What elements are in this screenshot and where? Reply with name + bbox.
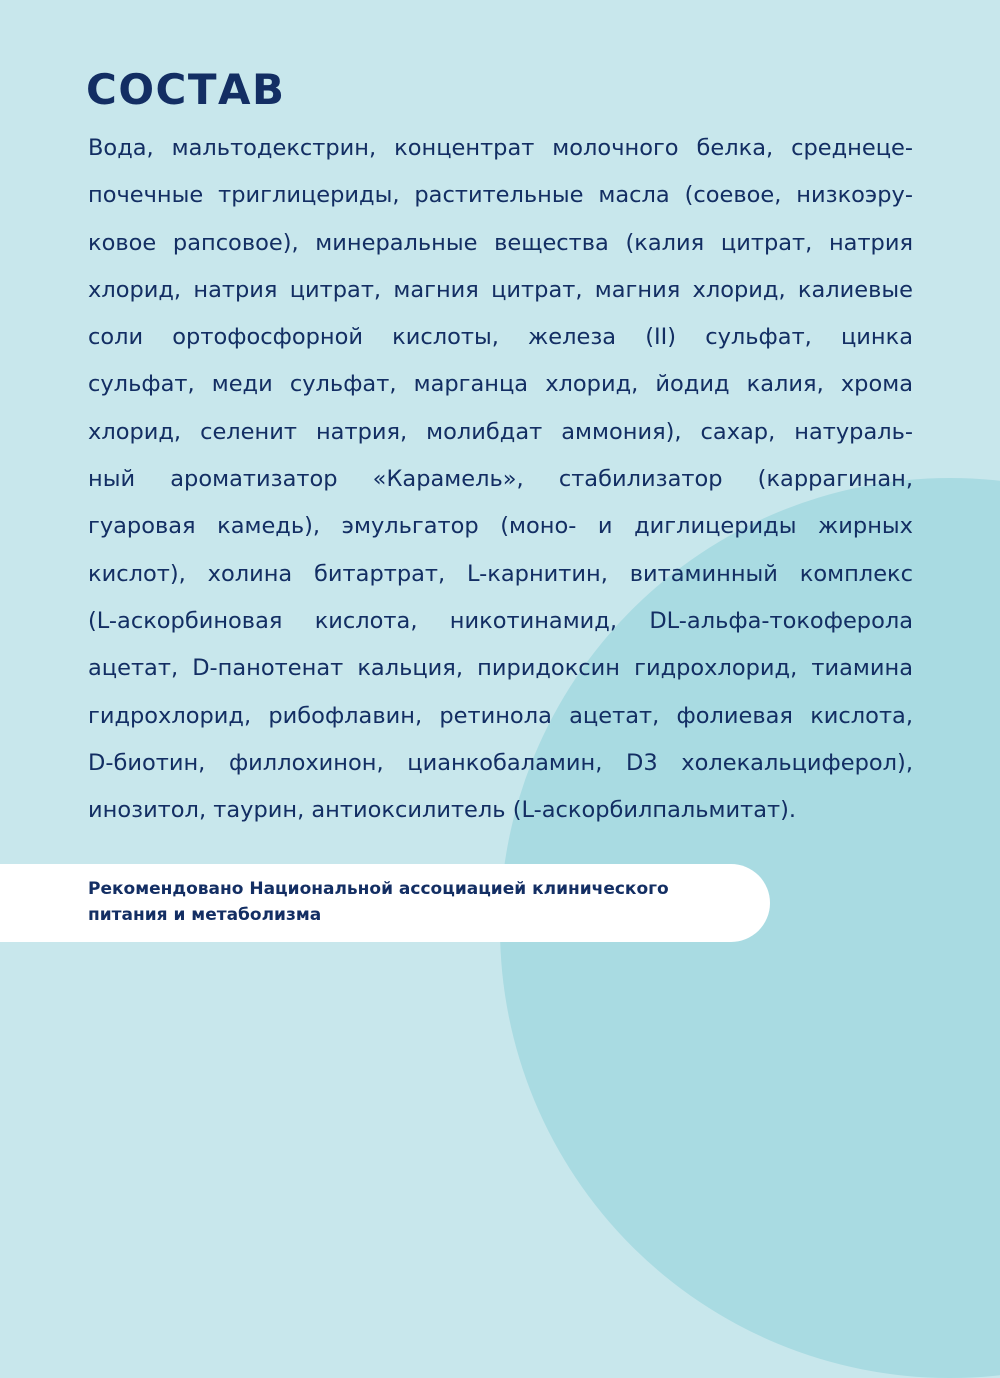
composition-line: Вода, мальтодекстрин, концентрат молочного белка, среднеце-: [88, 135, 913, 161]
composition-line: ный ароматизатор «Карамель», стабилизатор (каррагинан,: [88, 466, 913, 493]
composition-line: ацетат, D-панотенат кальция, пиридоксин гидрохлорид, тиамина: [88, 655, 913, 682]
composition-line: D-биотин, филлохинон, цианкобаламин, D3 холекальциферол),: [88, 749, 913, 776]
composition-text: [88, 125, 913, 834]
composition-line: почечные триглицериды, растительные масла (соевое, низкоэру-: [88, 182, 913, 209]
composition-line: гуаровая камедь), эмульгатор (моно- и диглицериды жирных: [88, 513, 913, 540]
recommendation-text: [88, 876, 768, 928]
recommendation-line-1: Рекомендовано Национальной ассоциацией клинического: [88, 879, 669, 899]
page-title: СОСТАВ: [86, 65, 286, 114]
composition-line: хлорид, натрия цитрат, магния цитрат, магния хлорид, калиевые: [88, 276, 913, 303]
composition-line: соли ортофосфорной кислоты, железа (II) сульфат, цинка: [88, 324, 913, 351]
composition-line: сульфат, меди сульфат, марганца хлорид, йодид калия, хрома: [88, 371, 913, 398]
composition-line: кислот), холина битартрат, L-карнитин, витаминный комплекс: [88, 560, 913, 587]
composition-line: (L-аскорбиновая кислота, никотинамид, DL-альфа-токоферола: [88, 607, 913, 634]
composition-line: инозитол, таурин, антиоксилитель (L-аскорбилпальмитат).: [88, 797, 797, 824]
composition-line: ковое рапсовое), минеральные вещества (калия цитрат, натрия: [88, 229, 913, 256]
recommendation-line-2: питания и метаболизма: [88, 905, 322, 925]
composition-line: хлорид, селенит натрия, молибдат аммония), сахар, натураль-: [88, 418, 913, 445]
composition-line: гидрохлорид, рибофлавин, ретинола ацетат, фолиевая кислота,: [88, 702, 913, 729]
